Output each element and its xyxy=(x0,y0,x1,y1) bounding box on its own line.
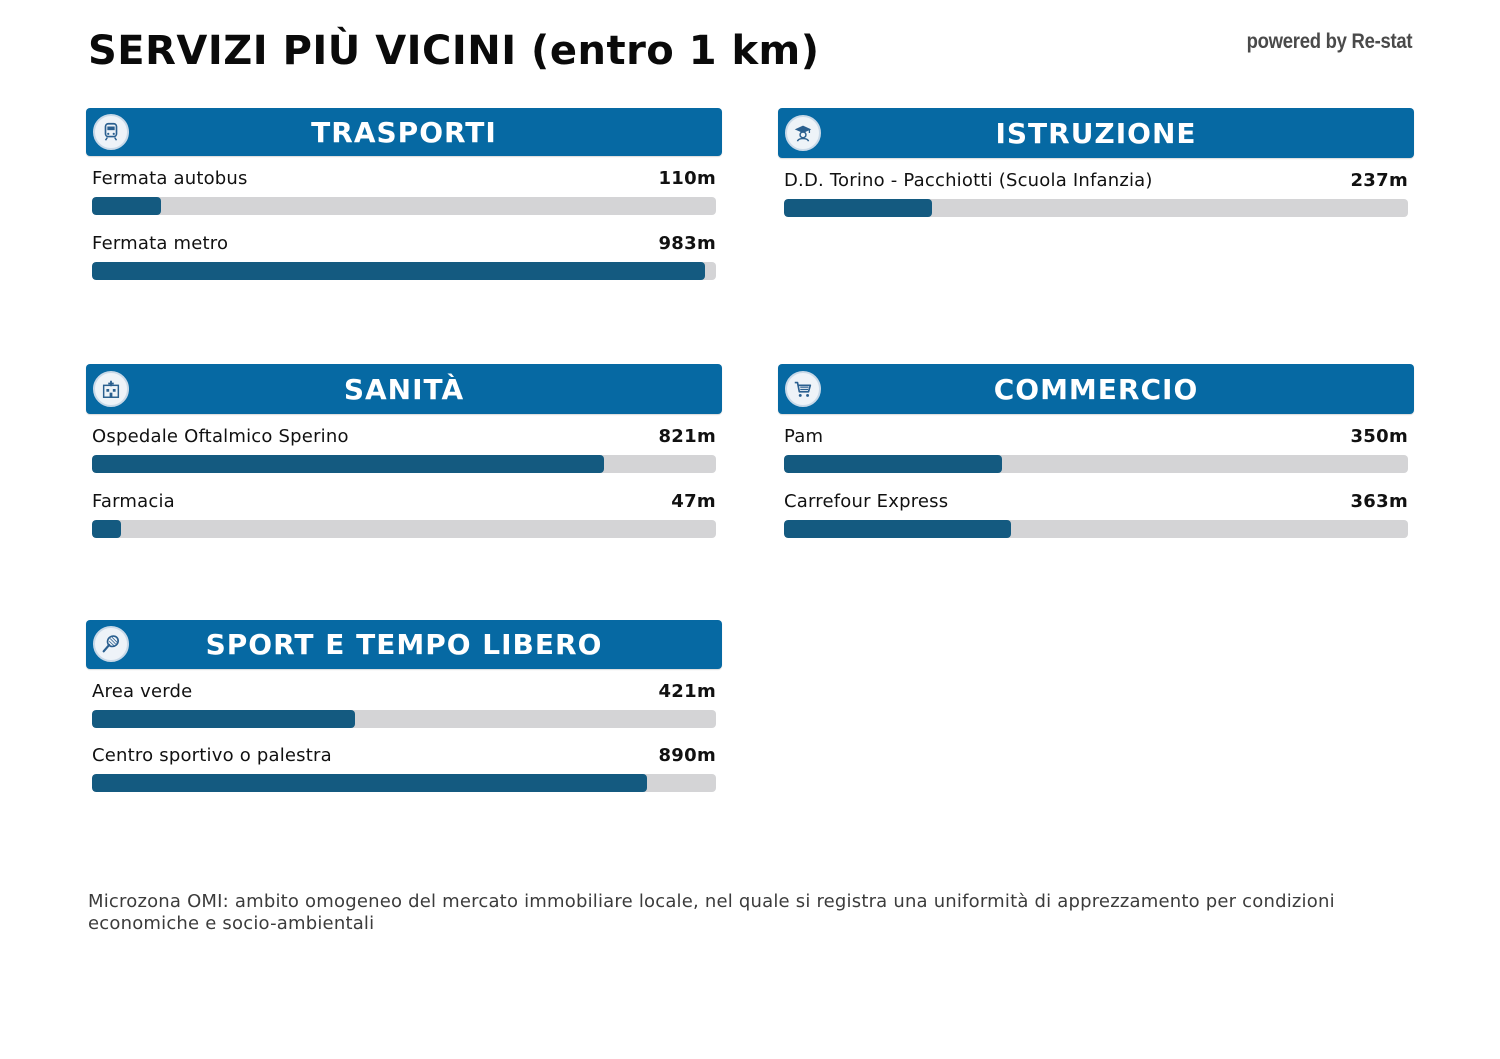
card-title: SPORT E TEMPO LIBERO xyxy=(205,628,603,661)
card-title: TRASPORTI xyxy=(311,115,497,149)
card-header-trasporti xyxy=(86,108,722,156)
service-row xyxy=(92,414,716,479)
card-trasporti xyxy=(86,108,722,286)
service-distance: 421m xyxy=(658,681,716,702)
service-distance: 47m xyxy=(671,491,716,512)
service-name: Farmacia xyxy=(92,491,175,512)
card-title: COMMERCIO xyxy=(993,372,1199,406)
distance-bar-track xyxy=(784,520,1408,538)
service-row xyxy=(92,156,716,221)
service-distance: 237m xyxy=(1350,170,1408,191)
distance-bar-track xyxy=(92,774,716,792)
distance-bar-track xyxy=(784,455,1408,473)
service-row xyxy=(92,479,716,544)
shopping-cart-icon xyxy=(785,371,821,407)
card-header-istruzione xyxy=(778,108,1414,158)
service-name: D.D. Torino - Pacchiotti (Scuola Infanzia) xyxy=(784,170,1153,191)
service-distance: 363m xyxy=(1350,491,1408,512)
card-header-sanita xyxy=(86,364,722,414)
distance-bar-fill xyxy=(92,774,647,792)
service-name: Fermata metro xyxy=(92,233,229,254)
service-distance: 983m xyxy=(658,233,716,254)
card-sport xyxy=(86,620,722,798)
page-title: SERVIZI PIÙ VICINI (entro 1 km) xyxy=(88,28,820,74)
card-sanita xyxy=(86,364,722,544)
distance-bar-track xyxy=(92,455,716,473)
distance-bar-fill xyxy=(92,520,121,538)
distance-bar-fill xyxy=(92,455,604,473)
train-icon xyxy=(93,114,129,150)
service-name: Fermata autobus xyxy=(92,168,248,189)
card-istruzione xyxy=(778,108,1414,223)
card-header-commercio xyxy=(778,364,1414,414)
tennis-racket-icon xyxy=(93,626,129,662)
service-row xyxy=(92,221,716,286)
distance-bar-fill xyxy=(784,455,1002,473)
distance-bar-track xyxy=(92,262,716,280)
service-name: Carrefour Express xyxy=(784,491,949,512)
service-name: Pam xyxy=(784,426,824,447)
distance-bar-fill xyxy=(92,197,161,215)
service-distance: 890m xyxy=(658,745,716,766)
service-distance: 110m xyxy=(658,168,716,189)
card-title: SANITÀ xyxy=(343,372,465,406)
powered-by-label: powered by Re-stat xyxy=(1246,30,1412,53)
service-distance: 350m xyxy=(1350,426,1408,447)
card-commercio xyxy=(778,364,1414,544)
distance-bar-fill xyxy=(92,262,705,280)
service-row xyxy=(784,158,1408,223)
service-distance: 821m xyxy=(658,426,716,447)
distance-bar-track xyxy=(92,197,716,215)
card-header-sport xyxy=(86,620,722,669)
footnote: Microzona OMI: ambito omogeneo del mercato immobiliare locale, nel quale si registra una uniformità di apprezzamento per condizioni economiche e socio-ambientali xyxy=(88,891,1335,934)
service-name: Centro sportivo o palestra xyxy=(92,745,332,766)
service-row xyxy=(784,479,1408,544)
service-name: Ospedale Oftalmico Sperino xyxy=(92,426,349,447)
distance-bar-track xyxy=(784,199,1408,217)
distance-bar-fill xyxy=(784,199,932,217)
service-row xyxy=(92,733,716,798)
distance-bar-track xyxy=(92,520,716,538)
service-name: Area verde xyxy=(92,681,193,702)
service-row xyxy=(784,414,1408,479)
distance-bar-fill xyxy=(784,520,1011,538)
service-row xyxy=(92,669,716,733)
graduate-icon xyxy=(785,115,821,151)
distance-bar-fill xyxy=(92,710,355,728)
distance-bar-track xyxy=(92,710,716,728)
card-title: ISTRUZIONE xyxy=(995,116,1197,150)
hospital-icon xyxy=(93,371,129,407)
